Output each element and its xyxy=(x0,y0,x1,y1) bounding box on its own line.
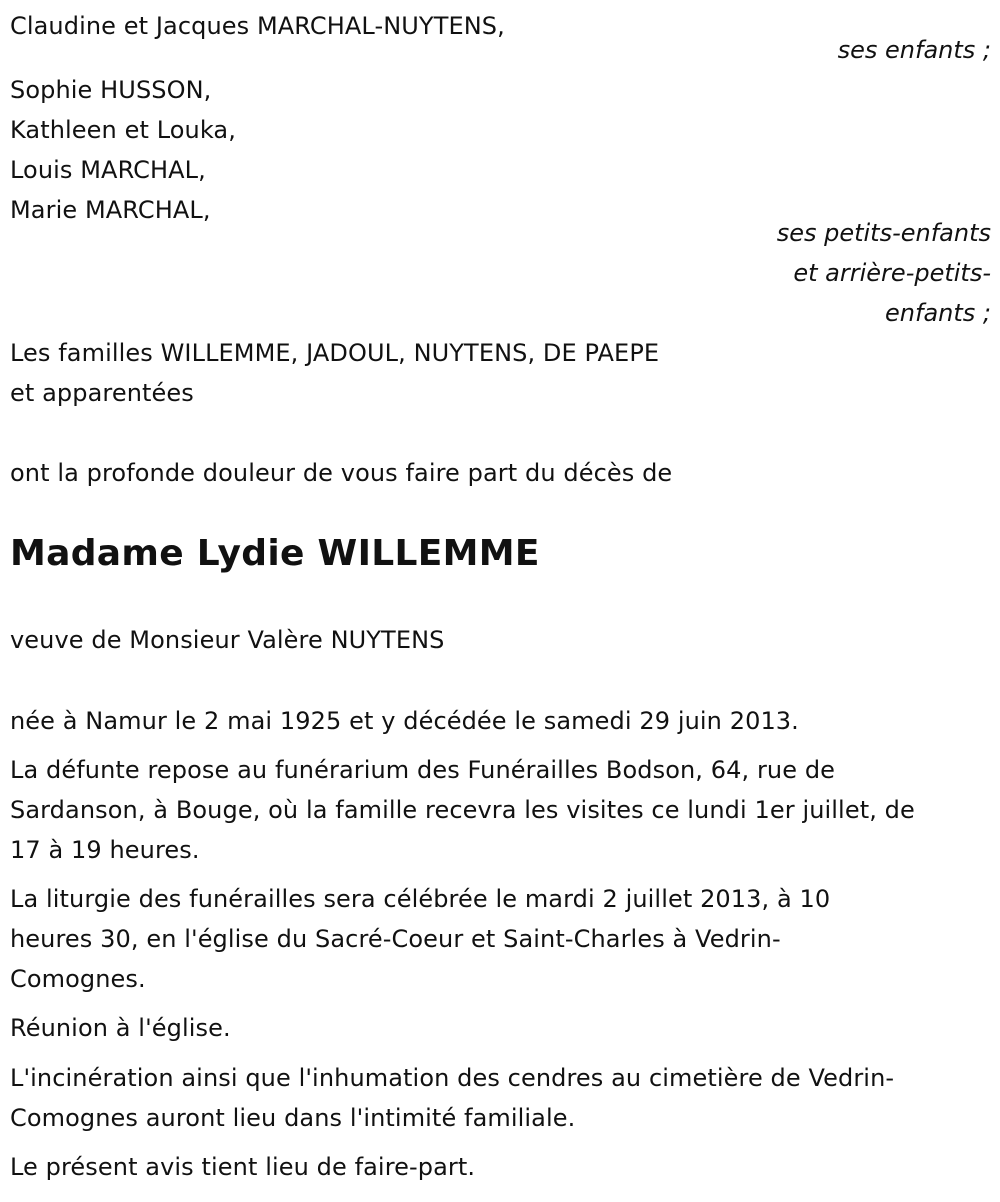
repose-line: 17 à 19 heures. xyxy=(10,836,200,864)
grandchild-line: Marie MARCHAL, xyxy=(10,196,211,224)
deceased-name: Madame Lydie WILLEMME xyxy=(10,533,540,574)
children-role: ses enfants ; xyxy=(837,36,991,64)
families-line: et apparentées xyxy=(10,379,194,407)
children-line: Claudine et Jacques MARCHAL-NUYTENS, xyxy=(10,12,505,40)
announcement-text: ont la profonde douleur de vous faire part du décès de xyxy=(10,459,673,487)
grandchild-line: Kathleen et Louka, xyxy=(10,116,236,144)
birth-death-text: née à Namur le 2 mai 1925 et y décédée le samedi 29 juin 2013. xyxy=(10,707,799,735)
grandchildren-role-line: et arrière-petits- xyxy=(793,259,991,287)
repose-line: Sardanson, à Bouge, où la famille recevra les visites ce lundi 1er juillet, de xyxy=(10,796,915,824)
notice-text: Le présent avis tient lieu de faire-part. xyxy=(10,1153,476,1181)
liturgy-line: Comognes. xyxy=(10,965,146,993)
cremation-line: Comognes auront lieu dans l'intimité familiale. xyxy=(10,1104,576,1132)
grandchildren-role-line: enfants ; xyxy=(885,299,991,327)
cremation-line: L'incinération ainsi que l'inhumation des cendres au cimetière de Vedrin- xyxy=(10,1064,895,1092)
grandchildren-role-line: ses petits-enfants xyxy=(776,219,991,247)
grandchild-line: Louis MARCHAL, xyxy=(10,156,206,184)
families-line: Les familles WILLEMME, JADOUL, NUYTENS, DE PAEPE xyxy=(10,339,660,367)
widow-of-text: veuve de Monsieur Valère NUYTENS xyxy=(10,626,445,654)
repose-line: La défunte repose au funérarium des Funérailles Bodson, 64, rue de xyxy=(10,756,836,784)
liturgy-line: La liturgie des funérailles sera célébrée le mardi 2 juillet 2013, à 10 xyxy=(10,885,831,913)
liturgy-line: heures 30, en l'église du Sacré-Coeur et Saint-Charles à Vedrin- xyxy=(10,925,781,953)
meeting-text: Réunion à l'église. xyxy=(10,1014,231,1042)
grandchild-line: Sophie HUSSON, xyxy=(10,76,212,104)
